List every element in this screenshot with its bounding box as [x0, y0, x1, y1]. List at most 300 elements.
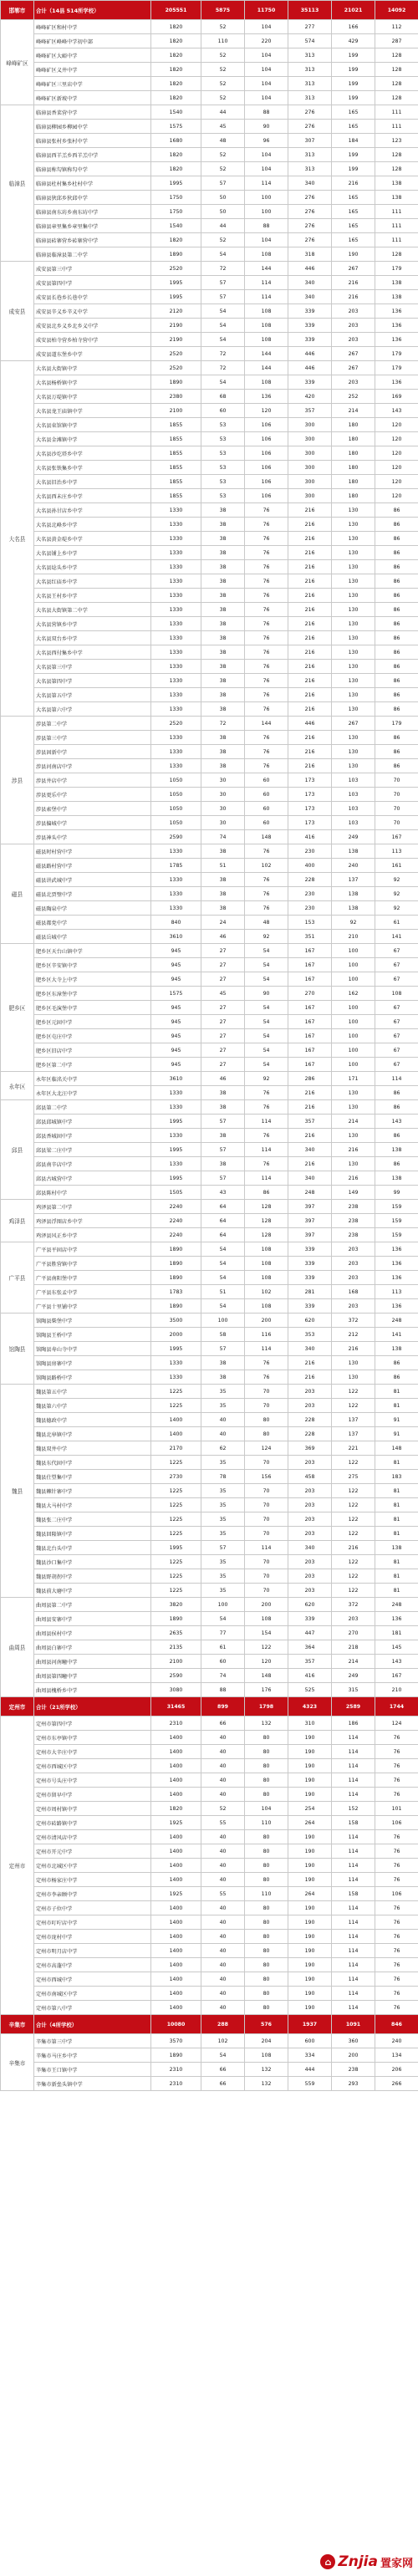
table-cell: 1400 [151, 1944, 201, 1958]
table-cell: 130 [332, 674, 375, 688]
table-cell: 1400 [151, 1930, 201, 1944]
table-cell: 3500 [151, 1314, 201, 1328]
school-name: 涉县第三中学 [34, 731, 151, 745]
table-cell: 1330 [151, 873, 201, 887]
table-cell: 1330 [151, 674, 201, 688]
table-cell: 61 [201, 1640, 245, 1655]
table-cell: 38 [201, 1086, 245, 1100]
table-cell: 2100 [151, 404, 201, 418]
table-cell: 130 [332, 617, 375, 631]
table-cell: 38 [201, 660, 245, 674]
table-cell: 70 [375, 773, 418, 788]
table-cell: 80 [245, 1930, 288, 1944]
table-cell: 2380 [151, 390, 201, 404]
table-cell: 240 [332, 859, 375, 873]
table-cell: 106 [245, 461, 288, 475]
table-cell: 176 [245, 1683, 288, 1697]
table-cell: 300 [288, 461, 332, 475]
table-cell: 57 [201, 1541, 245, 1555]
table-cell: 58 [201, 1328, 245, 1342]
school-name: 大名县旧治乡中学 [34, 475, 151, 489]
table-cell: 190 [288, 1873, 332, 1887]
school-name: 曲周县河南疃中学 [34, 1655, 151, 1669]
table-cell: 76 [245, 645, 288, 660]
table-cell: 76 [245, 589, 288, 603]
table-row [1, 603, 418, 617]
table-row [1, 759, 418, 773]
table-cell: 76 [375, 1859, 418, 1873]
school-name: 邱县梁二庄中学 [34, 1143, 151, 1157]
table-cell: 60 [245, 816, 288, 830]
table-row [1, 1314, 418, 1328]
table-cell: 50 [201, 205, 245, 219]
school-name: 磁县岳城中学 [34, 930, 151, 944]
table-row [1, 688, 418, 702]
table-cell: 40 [201, 1830, 245, 1844]
school-name: 永年区大北汪中学 [34, 1086, 151, 1100]
table-cell: 200 [245, 1598, 288, 1612]
table-cell: 444 [288, 2063, 332, 2077]
table-cell: 76 [375, 1788, 418, 1802]
table-cell: 1890 [151, 1242, 201, 1257]
table-cell: 120 [375, 446, 418, 461]
table-cell: 1400 [151, 1915, 201, 1930]
table-cell: 113 [375, 1285, 418, 1299]
table-cell: 2170 [151, 1441, 201, 1456]
section-total-label: 合计（14县 514所学校） [34, 1, 151, 20]
table-cell: 300 [288, 418, 332, 432]
table-cell: 203 [288, 1399, 332, 1413]
table-cell: 66 [201, 1716, 245, 1731]
table-cell: 138 [375, 1143, 418, 1157]
table-cell: 64 [201, 1214, 245, 1228]
section-city: 定州市 [1, 1697, 34, 1716]
table-row [1, 489, 418, 503]
table-cell: 300 [288, 432, 332, 446]
table-cell: 143 [375, 1655, 418, 1669]
table-cell: 81 [375, 1484, 418, 1498]
table-cell: 1400 [151, 1830, 201, 1844]
table-cell: 190 [288, 1987, 332, 2001]
table-cell: 120 [375, 475, 418, 489]
table-cell: 1820 [151, 63, 201, 77]
table-cell: 1330 [151, 560, 201, 574]
table-cell: 76 [245, 518, 288, 532]
table-cell: 190 [288, 2001, 332, 2015]
table-row [1, 1773, 418, 1788]
school-name: 馆陶县寿山寺中学 [34, 1342, 151, 1356]
table-row [1, 1171, 418, 1186]
table-cell: 130 [332, 1370, 375, 1385]
table-cell: 81 [375, 1569, 418, 1584]
table-cell: 80 [245, 1944, 288, 1958]
table-cell: 1330 [151, 1129, 201, 1143]
table-cell: 397 [288, 1214, 332, 1228]
table-cell: 114 [332, 1830, 375, 1844]
table-row [1, 532, 418, 546]
table-cell: 2310 [151, 2077, 201, 2091]
table-cell: 53 [201, 432, 245, 446]
table-cell: 130 [332, 1100, 375, 1115]
table-cell: 45 [201, 987, 245, 1001]
table-cell: 216 [332, 1171, 375, 1186]
table-cell: 353 [288, 1328, 332, 1342]
table-cell: 64 [201, 1200, 245, 1214]
table-cell: 156 [245, 1470, 288, 1484]
table-cell: 106 [245, 475, 288, 489]
table-cell: 173 [288, 816, 332, 830]
table-cell: 313 [288, 63, 332, 77]
table-cell: 400 [288, 859, 332, 873]
table-cell: 111 [375, 233, 418, 247]
table-cell: 248 [375, 1314, 418, 1328]
table-cell: 81 [375, 1399, 418, 1413]
table-cell: 339 [288, 375, 332, 390]
table-cell: 122 [332, 1555, 375, 1569]
table-cell: 216 [288, 759, 332, 773]
table-cell: 76 [245, 1100, 288, 1115]
table-cell: 70 [245, 1584, 288, 1598]
table-cell: 76 [245, 503, 288, 518]
table-cell: 130 [332, 589, 375, 603]
table-row [1, 418, 418, 432]
table-cell: 2000 [151, 1328, 201, 1342]
table-cell: 80 [245, 2001, 288, 2015]
table-cell: 52 [201, 48, 245, 63]
table-row [1, 1626, 418, 1640]
table-cell: 216 [288, 1129, 332, 1143]
table-cell: 1330 [151, 660, 201, 674]
table-cell: 114 [332, 1972, 375, 1987]
table-cell: 38 [201, 532, 245, 546]
table-cell: 216 [288, 1086, 332, 1100]
table-cell: 152 [332, 1802, 375, 1816]
table-row [1, 1043, 418, 1058]
table-cell: 144 [245, 361, 288, 375]
table-row [1, 134, 418, 148]
watermark-brand: Znjia [338, 2553, 378, 2570]
table-cell: 1820 [151, 77, 201, 91]
table-cell: 114 [375, 1072, 418, 1086]
table-cell: 53 [201, 418, 245, 432]
table-cell: 130 [332, 1086, 375, 1100]
table-cell: 78 [201, 1470, 245, 1484]
table-cell: 24 [201, 916, 245, 930]
table-cell: 167 [375, 830, 418, 844]
table-row [1, 333, 418, 347]
table-cell: 1330 [151, 759, 201, 773]
table-cell: 54 [201, 1242, 245, 1257]
district-name: 鸡泽县 [1, 1200, 34, 1242]
district-name: 峰峰矿区 [1, 20, 34, 105]
school-name: 定州市第八中学 [34, 2001, 151, 2015]
table-cell: 67 [375, 958, 418, 972]
table-cell: 116 [245, 1328, 288, 1342]
school-name: 定州市南城区中学 [34, 1987, 151, 2001]
table-row [1, 404, 418, 418]
table-cell: 100 [201, 1314, 245, 1328]
table-cell: 122 [332, 1584, 375, 1598]
table-cell: 216 [288, 1100, 332, 1115]
table-cell: 238 [332, 2063, 375, 2077]
school-name: 成安县柏寺营乡柏寺营中学 [34, 333, 151, 347]
school-name: 定州市开元中学 [34, 1844, 151, 1859]
table-cell: 230 [288, 901, 332, 916]
table-cell: 183 [375, 1470, 418, 1484]
table-row [1, 1228, 418, 1242]
school-name: 邱县南辛店中学 [34, 1157, 151, 1171]
school-name: 磁县时村营中学 [34, 844, 151, 859]
table-cell: 230 [288, 887, 332, 901]
table-cell: 1890 [151, 2048, 201, 2063]
table-cell: 167 [288, 958, 332, 972]
table-cell: 1890 [151, 1271, 201, 1285]
table-cell: 420 [288, 390, 332, 404]
table-cell: 108 [245, 247, 288, 262]
school-name: 大名县大街镇第二中学 [34, 603, 151, 617]
school-name: 辛集市王口镇中学 [34, 2063, 151, 2077]
table-cell: 76 [245, 901, 288, 916]
table-row [1, 1683, 418, 1697]
table-row [1, 788, 418, 802]
school-name: 大名县张铁集乡中学 [34, 461, 151, 475]
table-cell: 216 [332, 1541, 375, 1555]
table-cell: 216 [288, 745, 332, 759]
table-cell: 1330 [151, 702, 201, 717]
table-cell: 130 [332, 574, 375, 589]
table-cell: 80 [245, 1873, 288, 1887]
school-name: 大名县营镇乡中学 [34, 617, 151, 631]
table-cell: 1400 [151, 1987, 201, 2001]
section-total-value: 2589 [332, 1697, 375, 1716]
table-cell: 86 [375, 645, 418, 660]
table-cell: 90 [245, 987, 288, 1001]
table-row [1, 475, 418, 489]
table-cell: 190 [288, 1944, 332, 1958]
section-total-value: 5875 [201, 1, 245, 20]
table-cell: 57 [201, 290, 245, 304]
school-name: 肥乡区东漳堡中学 [34, 987, 151, 1001]
table-cell: 357 [288, 404, 332, 418]
table-cell: 106 [375, 1816, 418, 1830]
district-name: 辛集市 [1, 2034, 34, 2091]
table-cell: 3820 [151, 1598, 201, 1612]
table-cell: 2310 [151, 1716, 201, 1731]
table-cell: 1225 [151, 1456, 201, 1470]
table-cell: 86 [245, 1186, 288, 1200]
table-cell: 179 [375, 361, 418, 375]
table-row [1, 233, 418, 247]
table-cell: 339 [288, 1299, 332, 1314]
table-cell: 3570 [151, 2034, 201, 2048]
school-name: 大名县双台乡中学 [34, 631, 151, 645]
table-row [1, 91, 418, 105]
school-name: 峰峰矿区大峪中学 [34, 48, 151, 63]
table-cell: 159 [375, 1214, 418, 1228]
table-cell: 76 [375, 1731, 418, 1745]
table-cell: 86 [375, 702, 418, 717]
school-name: 邱县第二中学 [34, 1100, 151, 1115]
school-name: 大名县金滩镇中学 [34, 432, 151, 446]
table-cell: 216 [288, 589, 332, 603]
table-cell: 238 [332, 1200, 375, 1214]
table-cell: 2240 [151, 1228, 201, 1242]
table-cell: 293 [332, 2077, 375, 2091]
table-cell: 1820 [151, 91, 201, 105]
school-name: 成安县北乡义乡北乡义中学 [34, 319, 151, 333]
table-cell: 27 [201, 1043, 245, 1058]
table-cell: 1505 [151, 1186, 201, 1200]
table-row [1, 1385, 418, 1399]
table-row [1, 63, 418, 77]
table-cell: 307 [288, 134, 332, 148]
table-cell: 203 [332, 375, 375, 390]
table-cell: 38 [201, 1356, 245, 1370]
table-cell: 76 [245, 560, 288, 574]
table-cell: 38 [201, 844, 245, 859]
table-cell: 1400 [151, 1844, 201, 1859]
table-cell: 2190 [151, 319, 201, 333]
table-cell: 267 [332, 361, 375, 375]
table-cell: 138 [375, 191, 418, 205]
table-cell: 159 [375, 1228, 418, 1242]
table-cell: 216 [332, 290, 375, 304]
table-cell: 86 [375, 574, 418, 589]
table-cell: 122 [332, 1527, 375, 1541]
table-cell: 81 [375, 1527, 418, 1541]
table-cell: 80 [245, 1788, 288, 1802]
section-total-value: 31465 [151, 1697, 201, 1716]
table-row [1, 1399, 418, 1413]
table-row [1, 546, 418, 560]
table-row [1, 1427, 418, 1441]
table-cell: 339 [288, 319, 332, 333]
table-cell: 214 [332, 1115, 375, 1129]
table-cell: 54 [201, 1299, 245, 1314]
table-cell: 81 [375, 1555, 418, 1569]
table-cell: 1330 [151, 645, 201, 660]
table-cell: 945 [151, 1001, 201, 1015]
table-cell: 86 [375, 546, 418, 560]
table-cell: 64 [201, 1228, 245, 1242]
table-cell: 108 [245, 2048, 288, 2063]
table-cell: 114 [332, 2001, 375, 2015]
table-cell: 70 [245, 1527, 288, 1541]
table-cell: 228 [288, 873, 332, 887]
table-cell: 57 [201, 176, 245, 191]
table-cell: 216 [288, 546, 332, 560]
table-row [1, 1745, 418, 1759]
table-cell: 2310 [151, 2063, 201, 2077]
school-name: 定州市大辛庄中学 [34, 1745, 151, 1759]
table-cell: 1680 [151, 134, 201, 148]
table-cell: 38 [201, 731, 245, 745]
table-cell: 57 [201, 1115, 245, 1129]
school-name: 肥乡区第二中学 [34, 1058, 151, 1072]
table-cell: 397 [288, 1228, 332, 1242]
table-cell: 54 [201, 2048, 245, 2063]
table-cell: 103 [332, 788, 375, 802]
table-row [1, 1115, 418, 1129]
table-cell: 266 [375, 2077, 418, 2091]
table-cell: 167 [288, 972, 332, 987]
table-cell: 35 [201, 1512, 245, 1527]
table-cell: 216 [288, 1356, 332, 1370]
table-cell: 122 [332, 1399, 375, 1413]
table-row [1, 1285, 418, 1299]
table-cell: 114 [245, 1541, 288, 1555]
table-cell: 114 [245, 276, 288, 290]
table-cell: 203 [288, 1498, 332, 1512]
table-cell: 275 [332, 1470, 375, 1484]
school-name: 肥乡区大寺上中学 [34, 972, 151, 987]
table-cell: 76 [245, 546, 288, 560]
table-cell: 446 [288, 717, 332, 731]
table-cell: 216 [288, 560, 332, 574]
table-cell: 102 [245, 1285, 288, 1299]
table-cell: 277 [288, 20, 332, 34]
table-cell: 203 [332, 319, 375, 333]
table-cell: 66 [201, 2077, 245, 2091]
table-cell: 108 [245, 333, 288, 347]
table-cell: 1330 [151, 1086, 201, 1100]
table-cell: 40 [201, 1731, 245, 1745]
table-cell: 1050 [151, 816, 201, 830]
table-cell: 120 [245, 1655, 288, 1669]
table-cell: 218 [332, 1640, 375, 1655]
table-row [1, 1001, 418, 1015]
table-cell: 130 [332, 660, 375, 674]
table-cell: 340 [288, 276, 332, 290]
school-name: 馆陶县王桥中学 [34, 1328, 151, 1342]
table-cell: 446 [288, 262, 332, 276]
table-cell: 1400 [151, 1745, 201, 1759]
table-cell: 2520 [151, 347, 201, 361]
table-cell: 216 [288, 603, 332, 617]
table-cell: 180 [332, 461, 375, 475]
table-cell: 1225 [151, 1512, 201, 1527]
table-cell: 104 [245, 233, 288, 247]
table-cell: 1050 [151, 773, 201, 788]
table-cell: 38 [201, 688, 245, 702]
table-cell: 80 [245, 1972, 288, 1987]
table-cell: 171 [332, 1072, 375, 1086]
table-row [1, 290, 418, 304]
school-name: 曲周县第二中学 [34, 1598, 151, 1612]
table-cell: 46 [201, 1072, 245, 1086]
table-row [1, 1802, 418, 1816]
table-cell: 1330 [151, 589, 201, 603]
table-cell: 1925 [151, 1816, 201, 1830]
table-cell: 52 [201, 20, 245, 34]
table-cell: 76 [245, 631, 288, 645]
table-row [1, 1873, 418, 1887]
section-total-label: 合计（4所学校） [34, 2015, 151, 2034]
school-name: 临漳县西羊羔乡西羊羔中学 [34, 148, 151, 162]
table-cell: 276 [288, 233, 332, 247]
table-cell: 1225 [151, 1569, 201, 1584]
table-cell: 92 [245, 1072, 288, 1086]
table-cell: 110 [245, 1887, 288, 1901]
table-cell: 166 [332, 20, 375, 34]
table-cell: 369 [288, 1441, 332, 1456]
table-cell: 313 [288, 77, 332, 91]
table-row [1, 205, 418, 219]
table-cell: 144 [245, 717, 288, 731]
table-cell: 54 [245, 944, 288, 958]
table-cell: 54 [245, 1058, 288, 1072]
table-row [1, 2063, 418, 2077]
